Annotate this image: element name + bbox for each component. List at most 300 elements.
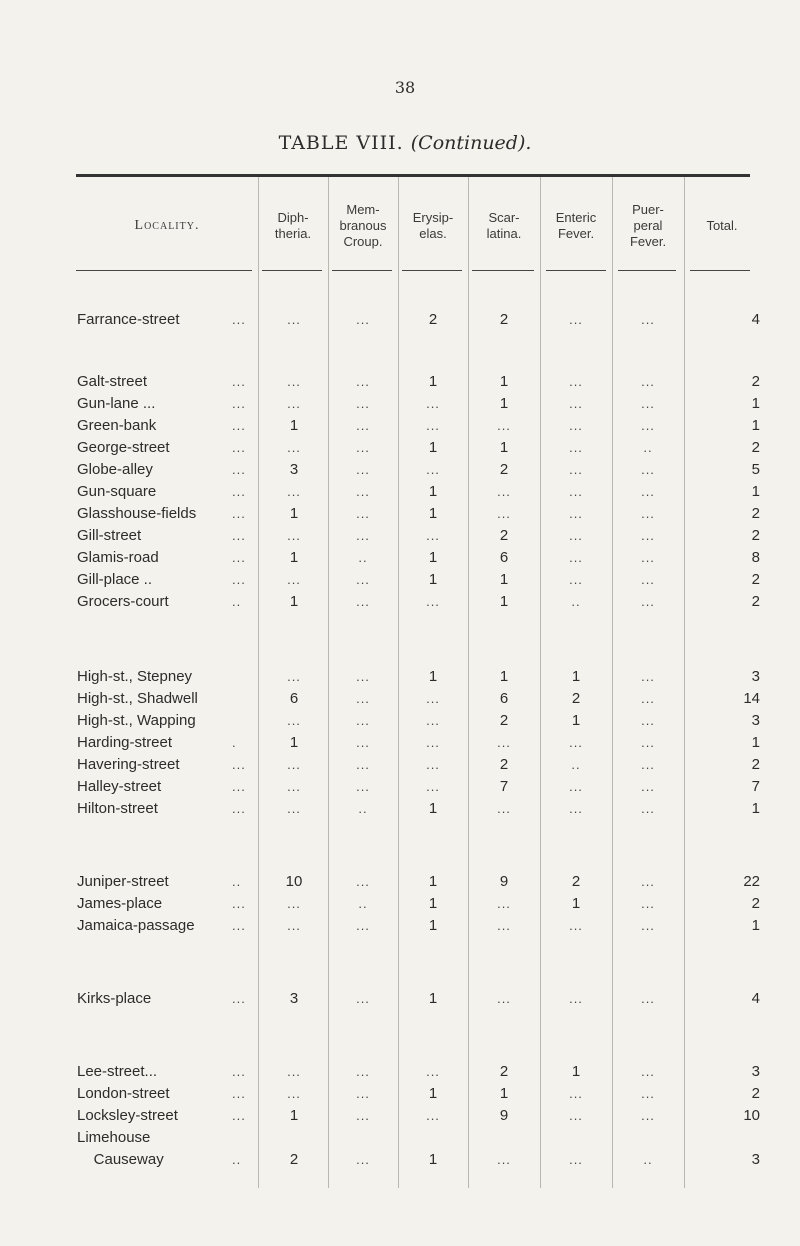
cell-value: ... [569, 991, 583, 1006]
locality-name: Kirks-place [77, 990, 152, 1007]
cell-value: 1 [499, 668, 509, 685]
count-cell [540, 1149, 612, 1171]
locality-cell [77, 309, 262, 331]
count-cell [540, 710, 612, 732]
count-cell [398, 1105, 468, 1127]
cell-value: ... [641, 1086, 655, 1101]
count-cell [398, 569, 468, 591]
cell-value: ... [569, 312, 583, 327]
cell-value: 1 [289, 417, 299, 434]
cell-value: ... [497, 801, 511, 816]
locality-cell [77, 1127, 262, 1149]
locality-name: Causeway [77, 1151, 164, 1168]
count-cell [398, 525, 468, 547]
cell-value: ... [426, 418, 440, 433]
count-cell [540, 459, 612, 481]
count-cell [468, 688, 540, 710]
count-cell [328, 776, 398, 798]
count-cell [398, 1149, 468, 1171]
cell-value: ... [497, 991, 511, 1006]
cell-value: ... [497, 735, 511, 750]
table-row [0, 871, 800, 893]
cell-value: 1 [428, 873, 438, 890]
count-cell [398, 1061, 468, 1083]
cell-value: ... [569, 484, 583, 499]
count-cell [260, 393, 328, 415]
cell-value: 1 [499, 439, 509, 456]
count-cell [612, 798, 684, 820]
cell-value: 1 [751, 395, 760, 412]
count-cell [468, 591, 540, 613]
cell-value: ... [356, 757, 370, 772]
cell-value: 1 [751, 734, 760, 751]
leader-dots: ... [232, 1108, 246, 1123]
cell-value: ... [569, 1108, 583, 1123]
cell-value: ... [426, 735, 440, 750]
header-line: peral [633, 218, 663, 233]
cell-value: ... [356, 735, 370, 750]
cell-value: 1 [428, 505, 438, 522]
cell-value: 2 [499, 311, 509, 328]
locality-cell [77, 871, 262, 893]
cell-value: 2 [751, 895, 760, 912]
cell-value: ... [641, 918, 655, 933]
count-cell [540, 1083, 612, 1105]
locality-name: Hilton-street [77, 800, 158, 817]
count-cell [398, 459, 468, 481]
locality-name: High-st., Shadwell [77, 690, 198, 707]
table-row [0, 798, 800, 820]
count-cell [328, 688, 398, 710]
cell-value: 2 [499, 527, 509, 544]
locality-name: Gill-place .. [77, 571, 153, 588]
locality-cell [77, 754, 262, 776]
cell-value: 6 [499, 549, 509, 566]
count-cell [260, 915, 328, 937]
count-cell [328, 1149, 398, 1171]
table-row [0, 1083, 800, 1105]
count-cell [612, 437, 684, 459]
total-cell [684, 525, 760, 547]
locality-name: Gun-square [77, 483, 157, 500]
count-cell [540, 415, 612, 437]
header-line: Fever. [629, 234, 667, 249]
count-cell [398, 1083, 468, 1105]
cell-value: 2 [499, 461, 509, 478]
locality-name: Gill-street [77, 527, 142, 544]
count-cell [612, 591, 684, 613]
locality-name: George-street [77, 439, 170, 456]
cell-value: 2 [751, 571, 760, 588]
count-cell [328, 415, 398, 437]
count-cell [398, 915, 468, 937]
leader-dots: ... [232, 896, 246, 911]
cell-value: ... [641, 1064, 655, 1079]
cell-value: 4 [751, 990, 760, 1007]
cell-value: 3 [289, 461, 299, 478]
header-total [684, 186, 760, 266]
page-number: 38 [394, 78, 416, 97]
table-row [0, 459, 800, 481]
cell-value: 5 [751, 461, 760, 478]
cell-value: ... [641, 594, 655, 609]
locality-name: Lee-street... [77, 1063, 158, 1080]
header-line: latina. [486, 226, 522, 241]
count-cell [398, 776, 468, 798]
count-cell [468, 666, 540, 688]
locality-cell [77, 547, 262, 569]
count-cell [328, 732, 398, 754]
cell-value: ... [569, 735, 583, 750]
header-line: Croup. [343, 234, 383, 249]
cell-value: ... [287, 572, 301, 587]
header-puerperal-fever [612, 186, 684, 266]
total-cell [684, 798, 760, 820]
count-cell [612, 393, 684, 415]
cell-value: 1 [751, 800, 760, 817]
cell-value: 1 [428, 917, 438, 934]
count-cell [328, 915, 398, 937]
cell-value: 2 [751, 505, 760, 522]
cell-value: ... [497, 896, 511, 911]
cell-value: 1 [428, 1151, 438, 1168]
cell-value: 2 [751, 373, 760, 390]
cell-value: 7 [751, 778, 760, 795]
cell-value: ... [356, 312, 370, 327]
count-cell [612, 481, 684, 503]
count-cell [612, 459, 684, 481]
cell-value: 1 [571, 712, 581, 729]
cell-value: ... [569, 506, 583, 521]
cell-value: ... [497, 1152, 511, 1167]
locality-cell [77, 525, 262, 547]
leader-dots: ... [232, 374, 246, 389]
count-cell [260, 1105, 328, 1127]
count-cell [328, 459, 398, 481]
cell-value: ... [641, 896, 655, 911]
cell-value: .. [358, 801, 368, 816]
count-cell [468, 798, 540, 820]
cell-value: .. [358, 550, 368, 565]
total-cell [684, 437, 760, 459]
cell-value: 2 [571, 690, 581, 707]
cell-value: ... [356, 506, 370, 521]
cell-value: ... [641, 1108, 655, 1123]
leader-dots: . [232, 735, 237, 750]
cell-value: ... [641, 418, 655, 433]
locality-name: Glamis-road [77, 549, 159, 566]
leader-dots: .. [232, 874, 242, 889]
table-row [0, 371, 800, 393]
count-cell [260, 525, 328, 547]
cell-value: 6 [289, 690, 299, 707]
count-cell [468, 776, 540, 798]
cell-value: ... [497, 918, 511, 933]
cell-value: ... [356, 440, 370, 455]
count-cell [328, 1083, 398, 1105]
count-cell [468, 732, 540, 754]
cell-value: ... [426, 713, 440, 728]
total-cell [684, 503, 760, 525]
cell-value: 1 [428, 439, 438, 456]
cell-value: ... [356, 1086, 370, 1101]
count-cell [540, 481, 612, 503]
cell-value: ... [641, 550, 655, 565]
cell-value: .. [643, 1152, 653, 1167]
table-row [0, 547, 800, 569]
leader-dots: ... [232, 462, 246, 477]
locality-name: Harding-street [77, 734, 173, 751]
cell-value: ... [497, 418, 511, 433]
cell-value: ... [356, 1064, 370, 1079]
header-enteric-fever [540, 186, 612, 266]
total-cell [684, 666, 760, 688]
cell-value: ... [287, 801, 301, 816]
cell-value: ... [426, 462, 440, 477]
count-cell [398, 371, 468, 393]
header-line: Fever. [557, 226, 595, 241]
locality-cell [77, 732, 262, 754]
locality-cell [77, 710, 262, 732]
count-cell [398, 871, 468, 893]
total-cell [684, 309, 760, 331]
count-cell [468, 1061, 540, 1083]
cell-value: ... [287, 374, 301, 389]
count-cell [398, 798, 468, 820]
cell-value: ... [641, 506, 655, 521]
count-cell [468, 415, 540, 437]
count-cell [612, 776, 684, 798]
header-erysipelas [398, 186, 468, 266]
cell-value: 1 [428, 549, 438, 566]
leader-dots: ... [232, 506, 246, 521]
table-row [0, 591, 800, 613]
locality-cell [77, 569, 262, 591]
cell-value: 1 [499, 571, 509, 588]
cell-value: ... [569, 1086, 583, 1101]
total-cell [684, 415, 760, 437]
count-cell [260, 547, 328, 569]
cell-value: ... [356, 462, 370, 477]
locality-cell [77, 776, 262, 798]
table-row [0, 1149, 800, 1171]
count-cell [328, 871, 398, 893]
table-row [0, 754, 800, 776]
header-line: Erysip- [412, 210, 454, 225]
count-cell [612, 569, 684, 591]
locality-cell [77, 688, 262, 710]
count-cell [260, 591, 328, 613]
cell-value: 1 [289, 549, 299, 566]
cell-value: ... [356, 779, 370, 794]
count-cell [260, 569, 328, 591]
count-cell [468, 1083, 540, 1105]
cell-value: 1 [428, 668, 438, 685]
cell-value: 3 [751, 668, 760, 685]
count-cell [540, 547, 612, 569]
count-cell [468, 1105, 540, 1127]
locality-name: Grocers-court [77, 593, 169, 610]
count-cell [540, 798, 612, 820]
locality-name: Gun-lane ... [77, 395, 156, 412]
cell-value: ... [641, 312, 655, 327]
count-cell [398, 547, 468, 569]
count-cell [260, 798, 328, 820]
cell-value: ... [356, 691, 370, 706]
locality-cell [77, 437, 262, 459]
count-cell [328, 481, 398, 503]
count-cell [540, 591, 612, 613]
cell-value: 2 [751, 593, 760, 610]
cell-value: 7 [499, 778, 509, 795]
cell-value: ... [569, 462, 583, 477]
table-row [0, 309, 800, 331]
count-cell [468, 459, 540, 481]
count-cell [612, 309, 684, 331]
cell-value: 1 [428, 895, 438, 912]
count-cell [398, 893, 468, 915]
leader-dots: ... [232, 550, 246, 565]
leader-dots: ... [232, 312, 246, 327]
count-cell [540, 893, 612, 915]
count-cell [260, 437, 328, 459]
cell-value: 2 [751, 439, 760, 456]
header-underline [618, 270, 676, 271]
locality-name: James-place [77, 895, 163, 912]
count-cell [328, 988, 398, 1010]
cell-value: ... [569, 918, 583, 933]
cell-value: 1 [751, 483, 760, 500]
count-cell [328, 547, 398, 569]
table-row [0, 988, 800, 1010]
cell-value: ... [641, 991, 655, 1006]
count-cell [398, 710, 468, 732]
total-cell [684, 371, 760, 393]
count-cell [260, 776, 328, 798]
count-cell [260, 754, 328, 776]
count-cell [468, 437, 540, 459]
cell-value: 1 [428, 483, 438, 500]
table-row [0, 1105, 800, 1127]
locality-name: Globe-alley [77, 461, 153, 478]
total-cell [684, 754, 760, 776]
cell-value: ... [641, 374, 655, 389]
leader-dots: ... [232, 528, 246, 543]
total-cell [684, 547, 760, 569]
cell-value: 10 [743, 1107, 760, 1124]
count-cell [468, 988, 540, 1010]
locality-cell [77, 666, 262, 688]
cell-value: ... [641, 528, 655, 543]
cell-value: ... [356, 396, 370, 411]
total-cell [684, 1149, 760, 1171]
cell-value: 3 [751, 1151, 760, 1168]
cell-value: 10 [285, 873, 303, 890]
count-cell [612, 1127, 684, 1149]
total-cell [684, 871, 760, 893]
cell-value: ... [641, 572, 655, 587]
count-cell [468, 893, 540, 915]
locality-name: Limehouse [77, 1129, 151, 1146]
cell-value: ... [426, 1108, 440, 1123]
cell-value: 1 [289, 505, 299, 522]
table-row [0, 481, 800, 503]
count-cell [540, 915, 612, 937]
count-cell [612, 871, 684, 893]
count-cell [612, 371, 684, 393]
cell-value: ... [569, 440, 583, 455]
count-cell [260, 988, 328, 1010]
count-cell [468, 503, 540, 525]
count-cell [398, 393, 468, 415]
locality-cell [77, 798, 262, 820]
leader-dots: ... [232, 1064, 246, 1079]
count-cell [260, 666, 328, 688]
table-row [0, 1061, 800, 1083]
cell-value: ... [641, 735, 655, 750]
total-cell [684, 459, 760, 481]
locality-name: Green-bank [77, 417, 157, 434]
count-cell [260, 732, 328, 754]
locality-name: High-st., Stepney [77, 668, 193, 685]
header-line: Scar- [488, 210, 520, 225]
cell-value: ... [356, 572, 370, 587]
cell-value: ... [356, 594, 370, 609]
cell-value: 1 [499, 593, 509, 610]
cell-value: ... [356, 991, 370, 1006]
cell-value: ... [497, 484, 511, 499]
cell-value: 1 [571, 1063, 581, 1080]
total-cell [684, 1061, 760, 1083]
cell-value: 1 [499, 395, 509, 412]
table-row [0, 776, 800, 798]
count-cell [612, 732, 684, 754]
header-line: Puer- [632, 202, 664, 217]
count-cell [612, 525, 684, 547]
cell-value: 14 [743, 690, 760, 707]
count-cell [328, 591, 398, 613]
locality-cell [77, 591, 262, 613]
total-cell [684, 1127, 760, 1149]
cell-value: ... [287, 1064, 301, 1079]
cell-value: 1 [428, 990, 438, 1007]
cell-value: ... [569, 779, 583, 794]
count-cell [468, 569, 540, 591]
cell-value: .. [643, 440, 653, 455]
count-cell [398, 732, 468, 754]
cell-value: ... [287, 918, 301, 933]
cell-value: ... [569, 418, 583, 433]
header-line: Diph- [277, 210, 309, 225]
header-line: branous [339, 218, 387, 233]
cell-value: 2 [499, 712, 509, 729]
table-row [0, 393, 800, 415]
cell-value: 1 [428, 571, 438, 588]
cell-value: ... [356, 374, 370, 389]
cell-value: ... [641, 396, 655, 411]
cell-value: ... [641, 713, 655, 728]
locality-name: London-street [77, 1085, 170, 1102]
cell-value: ... [641, 669, 655, 684]
total-cell [684, 688, 760, 710]
count-cell [328, 1061, 398, 1083]
total-cell [684, 481, 760, 503]
count-cell [540, 776, 612, 798]
count-cell [468, 1149, 540, 1171]
cell-value: 1 [289, 1107, 299, 1124]
count-cell [398, 666, 468, 688]
table-title-main: TABLE VIII. [278, 132, 404, 154]
